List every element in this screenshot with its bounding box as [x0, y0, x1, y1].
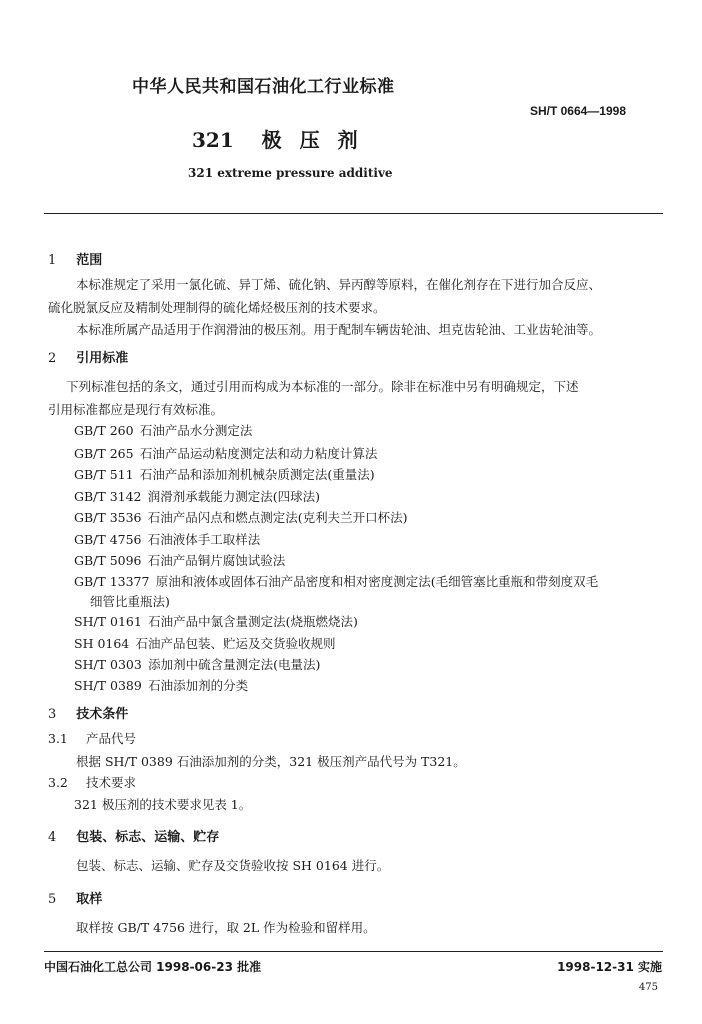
reference-title: 石油产品包装、贮运及交货验收规则	[135, 636, 336, 651]
section-5-heading	[48, 888, 102, 907]
reference-title: 石油产品和添加剂机械杂质测定法(重量法)	[139, 467, 375, 482]
reference-code: GB/T 13377	[74, 574, 150, 589]
section-title: 引用标准	[76, 351, 129, 366]
paragraph: 硫化脱氯反应及精制处理制得的硫化烯烃极压剂的技术要求。	[48, 300, 386, 315]
reference-item	[74, 572, 598, 590]
paragraph: 根据 SH/T 0389 石油添加剂的分类，321 极压剂产品代号为 T321。	[76, 754, 466, 769]
reference-title: 石油产品中氯含量测定法(烧瓶燃烧法)	[148, 614, 358, 629]
reference-title: 石油液体手工取样法	[147, 532, 261, 547]
section-title: 范围	[76, 253, 103, 268]
section-number: 1	[48, 253, 57, 268]
reference-item	[90, 592, 170, 610]
reference-item	[74, 612, 358, 630]
reference-code: GB/T 511	[74, 467, 134, 482]
subsection-3-2-heading	[48, 773, 136, 791]
page-number: 475	[638, 982, 658, 993]
reference-code: GB/T 3142	[74, 489, 142, 504]
section-number: 5	[48, 892, 57, 907]
org-title: 中华人民共和国石油化工行业标准	[132, 77, 395, 97]
issuer-approval: 中国石油化工总公司 1998-06-23 批准	[44, 960, 262, 974]
reference-code: GB/T 260	[74, 423, 134, 438]
paragraph: 321 极压剂的技术要求见表 1。	[74, 797, 252, 812]
paragraph: 取样按 GB/T 4756 进行，取 2L 作为检验和留样用。	[76, 920, 376, 935]
reference-title: 石油添加剂的分类	[148, 678, 249, 693]
reference-item	[74, 676, 248, 694]
paragraph: 引用标准都应是现行有效标准。	[48, 402, 224, 417]
section-number: 2	[48, 351, 57, 366]
reference-item	[74, 551, 285, 569]
reference-title: 石油产品水分测定法	[139, 423, 253, 438]
reference-code: SH 0164	[74, 636, 130, 651]
section-1-heading	[48, 249, 102, 268]
footer-divider	[44, 951, 663, 952]
header-divider	[44, 213, 663, 214]
paragraph: 下列标准包括的条文，通过引用而构成为本标准的一部分。除非在标准中另有明确规定，下述	[66, 379, 579, 394]
document-title	[192, 124, 376, 153]
reference-item	[74, 508, 408, 526]
reference-item	[74, 634, 336, 652]
section-number: 3	[48, 707, 57, 722]
reference-title: 石油产品铜片腐蚀试验法	[147, 553, 286, 568]
subsection-title: 产品代号	[86, 731, 137, 746]
reference-title: 润滑剂承载能力测定法(四球法)	[147, 489, 321, 504]
english-title: 321 extreme pressure additive	[188, 166, 393, 180]
section-2-heading	[48, 347, 128, 366]
reference-code: GB/T 3536	[74, 510, 142, 525]
reference-item	[74, 444, 377, 462]
reference-title: 石油产品闪点和燃点测定法(克利夫兰开口杯法)	[147, 510, 408, 525]
reference-code: GB/T 4756	[74, 532, 142, 547]
reference-title: 石油产品运动粘度测定法和动力粘度计算法	[139, 446, 378, 461]
reference-item	[74, 465, 375, 483]
subsection-3-1-heading	[48, 729, 136, 747]
reference-item	[74, 655, 320, 673]
paragraph: 本标准所属产品适用于作润滑油的极压剂。用于配制车辆齿轮油、坦克齿轮油、工业齿轮油等。	[76, 322, 602, 337]
effective-date: 1998-12-31 实施	[557, 960, 662, 974]
title-chinese: 极压剂	[261, 128, 376, 152]
subsection-title: 技术要求	[86, 775, 137, 790]
reference-code: SH/T 0303	[74, 657, 142, 672]
reference-title: 添加剂中硫含量测定法(电量法)	[148, 657, 321, 672]
section-title: 技术条件	[76, 707, 129, 722]
section-title: 包装、标志、运输、贮存	[76, 830, 220, 845]
section-4-heading	[48, 826, 219, 845]
title-number: 321	[192, 128, 234, 152]
reference-code: GB/T 265	[74, 446, 134, 461]
subsection-number: 3.2	[48, 775, 68, 790]
section-number: 4	[48, 830, 57, 845]
reference-item	[74, 421, 252, 439]
standard-code: SH/T 0664—1998	[529, 104, 626, 118]
reference-code: SH/T 0389	[74, 678, 142, 693]
section-title: 取样	[76, 892, 103, 907]
reference-item	[74, 530, 260, 548]
reference-title: 原油和液体或固体石油产品密度和相对密度测定法(毛细管塞比重瓶和带刻度双毛	[155, 574, 599, 589]
subsection-number: 3.1	[48, 731, 68, 746]
paragraph: 包装、标志、运输、贮存及交货验收按 SH 0164 进行。	[76, 858, 390, 873]
reference-code: SH/T 0161	[74, 614, 142, 629]
reference-title: 细管比重瓶法)	[90, 594, 170, 609]
reference-item	[74, 487, 320, 505]
section-3-heading	[48, 703, 128, 722]
reference-code: GB/T 5096	[74, 553, 142, 568]
paragraph: 本标准规定了采用一氯化硫、异丁烯、硫化钠、异丙醇等原料，在催化剂存在下进行加合反应、	[76, 277, 602, 292]
